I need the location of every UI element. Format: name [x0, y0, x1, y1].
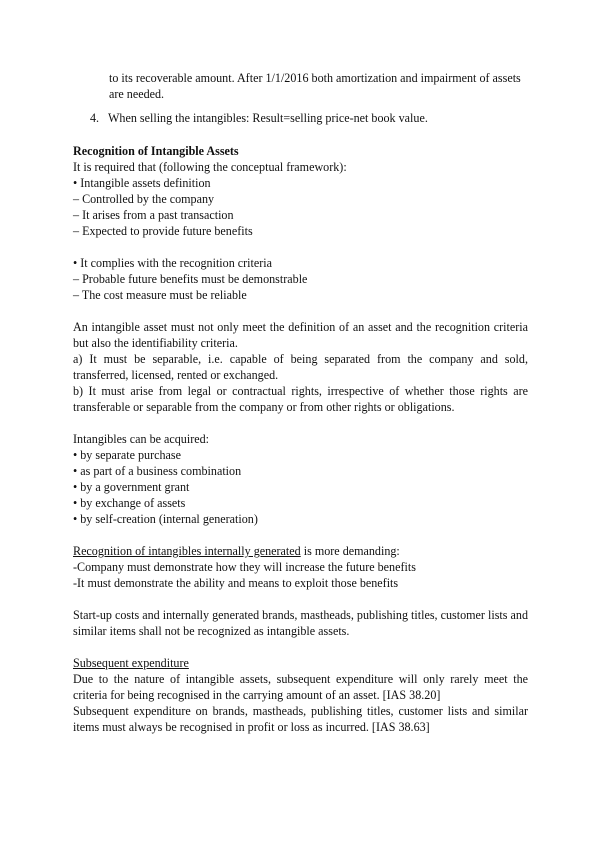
list-number: 4.: [90, 111, 100, 125]
paragraph: Start-up costs and internally generated brands, mastheads, publishing titles, customer lists and similar items shall not be recognized as intangible assets.: [73, 608, 528, 638]
paragraph: It is required that (following the conceptual framework):: [73, 160, 347, 174]
paragraph-text: An intangible asset must not only meet the definition of an asset and the recognition criteria but also the identifiability criteria.: [73, 320, 528, 350]
bullet-item: • by self-creation (internal generation): [73, 512, 258, 526]
paragraph: [73, 319, 528, 415]
numbered-list-item: [73, 110, 528, 126]
document-body: [73, 70, 528, 735]
criterion-b: b) It must arise from legal or contractual rights, irrespective of whether those rights are transferable or separable from the company or from other rights or obligations.: [73, 384, 528, 414]
dash-item: – Probable future benefits must be demonstrable: [73, 272, 308, 286]
paragraph: Due to the nature of intangible assets, subsequent expenditure will only rarely meet the criteria for being recognised in the carrying amount of an asset. [IAS 38.20]: [73, 672, 528, 702]
continuation-text: to its recoverable amount. After 1/1/2016 both amortization and impairment of assets: [109, 71, 521, 85]
dash-item: -It must demonstrate the ability and means to exploit those benefits: [73, 576, 399, 590]
section-heading: Recognition of Intangible Assets: [73, 144, 239, 158]
bullet-item: • as part of a business combination: [73, 464, 242, 478]
dash-item: – Controlled by the company: [73, 192, 215, 206]
dash-item: – Expected to provide future benefits: [73, 224, 253, 238]
bullet-item: • by exchange of assets: [73, 496, 186, 510]
dash-item: – It arises from a past transaction: [73, 208, 234, 222]
paragraph: Subsequent expenditure on brands, mastheads, publishing titles, customer lists and similar items must always be recognised in profit or loss as incurred. [IAS 38.63]: [73, 704, 528, 734]
paragraph: Intangibles can be acquired:: [73, 432, 209, 446]
bullet-item: • Intangible assets definition: [73, 176, 211, 190]
underlined-phrase: Recognition of intangibles internally generated: [73, 544, 301, 558]
bullet-item: • It complies with the recognition criteria: [73, 256, 273, 270]
continuation-text: are needed.: [109, 87, 165, 101]
list-item-text: When selling the intangibles: Result=selling price-net book value.: [108, 111, 428, 125]
bullet-item: • by separate purchase: [73, 448, 181, 462]
criterion-a: a) It must be separable, i.e. capable of being separated from the company and sold, transferred, licensed, rented or exchanged.: [73, 352, 528, 382]
bullet-item: • by a government grant: [73, 480, 190, 494]
paragraph: [73, 543, 528, 559]
dash-item: – The cost measure must be reliable: [73, 288, 247, 302]
dash-item: -Company must demonstrate how they will increase the future benefits: [73, 560, 416, 574]
subheading: Subsequent expenditure: [73, 656, 189, 670]
paragraph-text: is more demanding:: [300, 544, 400, 558]
